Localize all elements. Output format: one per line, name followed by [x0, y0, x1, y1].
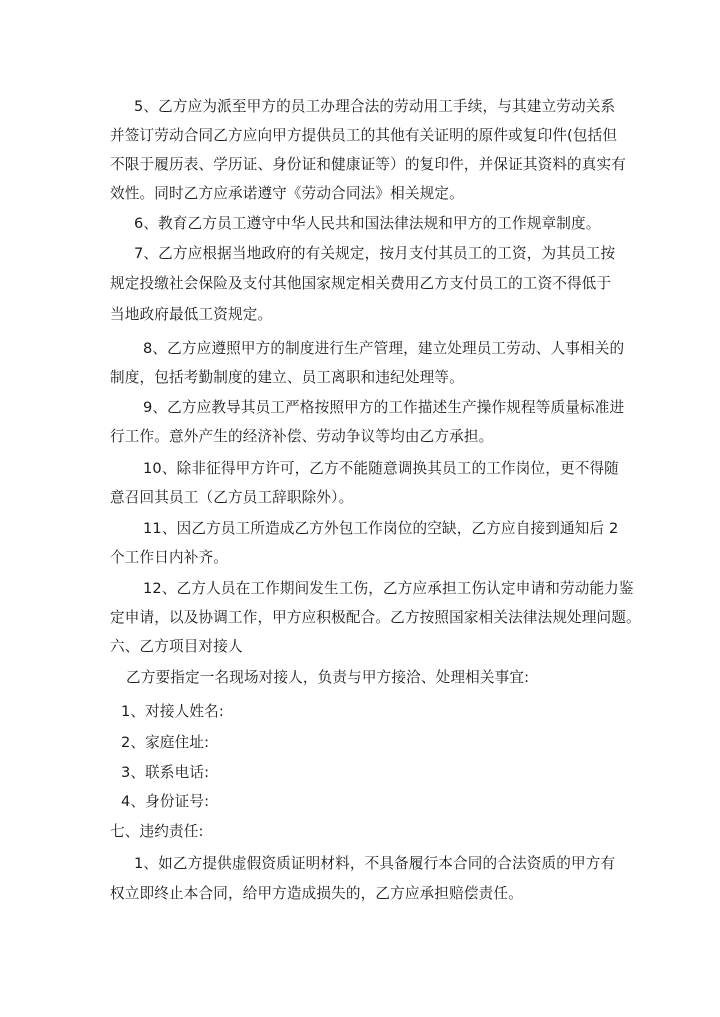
- item5-line3: 不限于履历表、学历证、身份证和健康证等）的复印件，并保证其资料的真实有: [110, 156, 627, 173]
- id-number-field: 4、身份证号:: [121, 793, 210, 810]
- section6-intro: 乙方要指定一名现场对接人，负责与甲方接洽、处理相关事宜:: [126, 669, 530, 686]
- item12-line1: 12、乙方人员在工作期间发生工伤，乙方应承担工伤认定申请和劳动能力鉴: [143, 580, 634, 597]
- item9-line1: 9、乙方应教导其员工严格按照甲方的工作描述生产操作规程等质量标准进: [143, 399, 625, 416]
- item7-line1: 7、乙方应根据当地政府的有关规定，按月支付其员工的工资，为其员工按: [134, 245, 616, 262]
- section6-heading: 六、乙方项目对接人: [110, 638, 243, 655]
- item10-line1: 10、除非征得甲方许可，乙方不能随意调换其员工的工作岗位，更不得随: [143, 460, 619, 477]
- item10-line2: 意召回其员工（乙方员工辞职除外）。: [110, 489, 354, 506]
- item12-line2: 定申请，以及协调工作，甲方应积极配合。乙方按照国家相关法律法规处理问题。: [110, 609, 641, 626]
- item5-line1: 5、乙方应为派至甲方的员工办理合法的劳动用工手续，与其建立劳动关系: [134, 98, 616, 115]
- item5-line4: 效性。同时乙方应承诺遵守《劳动合同法》相关规定。: [110, 185, 464, 202]
- item8-line2: 制度，包括考勤制度的建立、员工离职和违纪处理等。: [110, 369, 464, 386]
- item7-line3: 当地政府最低工资规定。: [110, 306, 273, 323]
- item5-line2: 并签订劳动合同乙方应向甲方提供员工的其他有关证明的原件或复印件(包括但: [110, 127, 618, 144]
- section7-heading: 七、违约责任:: [110, 823, 204, 840]
- item9-line2: 行工作。意外产生的经济补偿、劳动争议等均由乙方承担。: [110, 428, 494, 445]
- item11-line2: 个工作日内补齐。: [110, 549, 228, 566]
- section7-item1-line2: 权立即终止本合同，给甲方造成损失的，乙方应承担赔偿责任。: [110, 885, 523, 902]
- section7-item1-line1: 1、如乙方提供虚假资质证明材料，不具备履行本合同的合法资质的甲方有: [134, 855, 616, 872]
- home-address-field: 2、家庭住址:: [121, 734, 210, 751]
- item7-line2: 规定投缴社会保险及支付其他国家规定相关费用乙方支付员工的工资不得低于: [110, 275, 612, 292]
- phone-number-field: 3、联系电话:: [121, 764, 210, 781]
- item11-line1: 11、因乙方员工所造成乙方外包工作岗位的空缺，乙方应自接到通知后 2: [143, 520, 619, 537]
- item8-line1: 8、乙方应遵照甲方的制度进行生产管理，建立处理员工劳动、人事相关的: [143, 340, 625, 357]
- item6-line1: 6、教育乙方员工遵守中华人民共和国法律法规和甲方的工作规章制度。: [134, 215, 601, 232]
- contact-name-field: 1、对接人姓名:: [121, 703, 224, 720]
